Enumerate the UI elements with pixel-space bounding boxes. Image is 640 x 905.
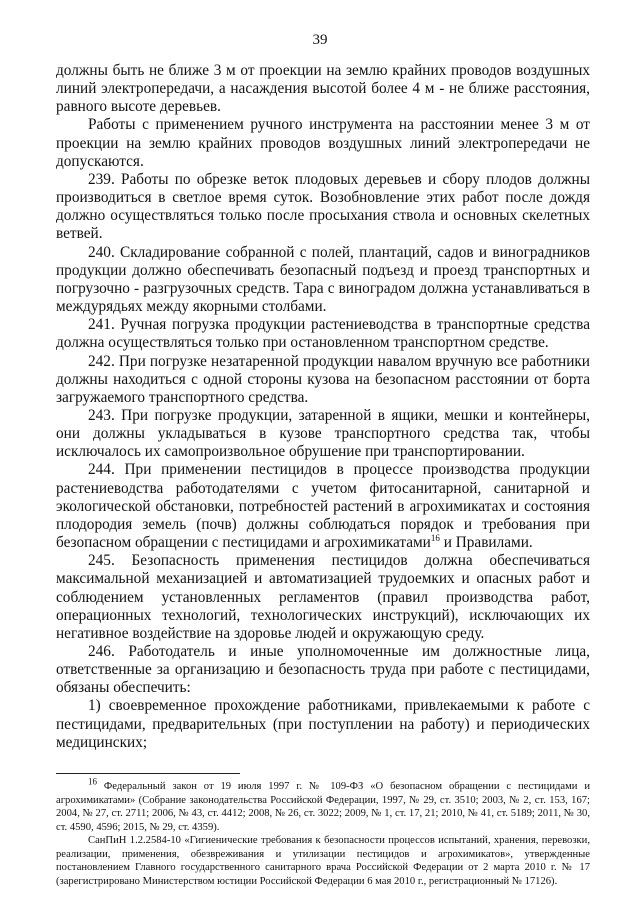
footnote-16-mark: 16	[88, 776, 97, 787]
paragraph-244	[56, 461, 590, 552]
footnote-16	[56, 776, 590, 834]
footnote-sanpin: СанПиН 1.2.2584-10 «Гигиенические требования к безопасности процессов испытаний, хранения, перевозки, реализации, применения, обезвреживания и утилизации пестицидов и агрохимикатов», утвержденные постановлением Главного государственного санитарного врача Российской Федерации от 2 марта 2010 г. № 17 (зарегистрировано Министерством юстиции Российской Федерации 6 мая 2010 г., регистрационный № 17126).	[56, 835, 590, 887]
footnote-reference-16: 16	[430, 532, 440, 543]
paragraph-240: 240. Складирование собранной с полей, плантаций, садов и виноградников продукции должно обеспечивать безопасный подъезд и проезд транспортных и погрузочно - разгрузочных средств. Тара с виноградом должна устанавливаться в междурядьях между якорными столбами.	[56, 243, 590, 316]
page-number: 39	[312, 32, 328, 48]
footnotes	[56, 776, 590, 888]
paragraph-245: 245. Безопасность применения пестицидов должна обеспечиваться максимальной механизацией и автоматизацией трудоемких и опасных работ и соблюдением установленных регламентов (правил производства работ, операционных технологий, технологических инструкций), исключающих их негативное воздействие на здоровье людей и окружающую среду.	[56, 552, 590, 642]
paragraph-239: 239. Работы по обрезке веток плодовых деревьев и сбору плодов должны производиться в светлое время суток. Возобновление этих работ после дождя должно осуществляться только после просыхания ствола и основных скелетных ветвей.	[56, 170, 590, 243]
paragraph-246-item-1: 1) своевременное прохождение работниками, привлекаемыми к работе с пестицидами, предварительных (при поступлении на работу) и периодических медицинских;	[56, 697, 590, 751]
paragraph-242: 242. При погрузке незатаренной продукции навалом вручную все работники должны находиться с одной стороны кузова на безопасном расстоянии от борта загружаемого транспортного средства.	[56, 352, 590, 406]
paragraph-244-text: 244. При применении пестицидов в процессе производства продукции растениеводства работодателями с учетом фитосанитарной, санитарной и экологической обстановки, потребностей растений в агрохимикатах и состояния плодородия земель (почв) должны соблюдаться порядок и требования при безопасном обращении с пестицидами и агрохимикатами	[56, 461, 590, 552]
paragraph-243: 243. При погрузке продукции, затаренной в ящики, мешки и контейнеры, они должны укладываться в кузове транспортного средства так, чтобы исключалось их самопроизвольное обрушение при транспортировании.	[56, 406, 590, 461]
paragraph-244-tail: и Правилами.	[439, 534, 533, 552]
footnote-16-text: Федеральный закон от 19 июля 1997 г. № 109-ФЗ «О безопасном обращении с пестицидами и агрохимикатами» (Собрание законодательства Российской Федерации, 1997, № 29, ст. 3510; 2003, № 2, ст. 153, 167; 2004, № 27, ст. 2711; 2006, № 43, ст. 4412; 2008, № 26, ст. 3022; 2009, № 1, ст. 17, 21; 2010, № 41, ст. 5189; 2011, № 30, ст. 4590, 4596; 2015, № 29, ст. 4359).	[56, 781, 590, 833]
footnote-separator	[56, 773, 240, 774]
paragraph-241: 241. Ручная погрузка продукции растениеводства в транспортные средства должна осуществляться только при остановленном транспортном средстве.	[56, 316, 590, 352]
paragraph-246: 246. Работодатель и иные уполномоченные им должностные лица, ответственные за организацию и безопасность труда при работе с пестицидами, обязаны обеспечить:	[56, 643, 590, 697]
document-body	[56, 62, 590, 752]
paragraph-hand-tools: Работы с применением ручного инструмента на расстоянии менее 3 м от проекции на землю крайних проводов воздушных линий электропередачи не допускаются.	[56, 116, 590, 170]
paragraph-continued: должны быть не ближе 3 м от проекции на землю крайних проводов воздушных линий электропередачи, а насаждения высотой более 4 м - не ближе расстояния, равного высоте деревьев.	[56, 62, 590, 116]
